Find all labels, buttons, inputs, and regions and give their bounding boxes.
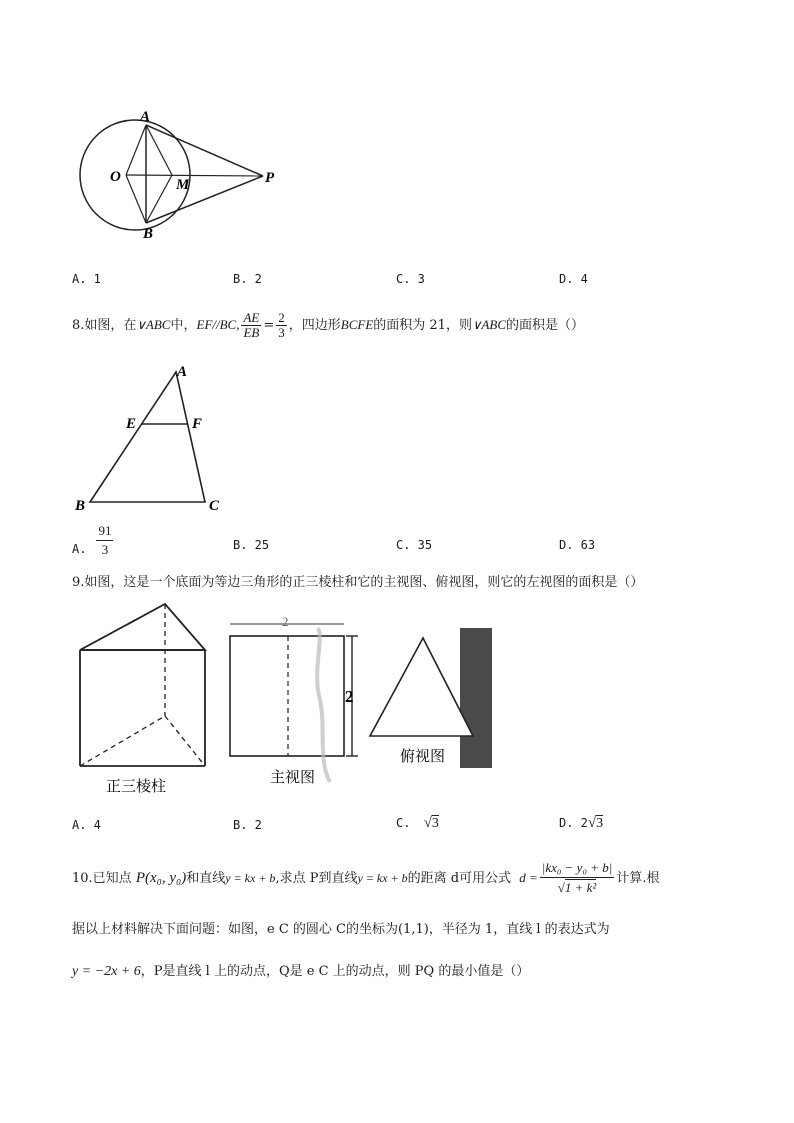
q10-text-distance: 的距离 d可用公式 (407, 871, 512, 886)
q7-option-c[interactable]: C. 3 (396, 272, 425, 286)
q10-text-compute: 计算.根 (616, 871, 660, 886)
q10-formula-den-wrap (540, 878, 615, 898)
q8-option-a-fraction (96, 522, 113, 559)
q10-text-find: ,求点 P到直线 (275, 871, 358, 886)
q9-option-d-label: D. 2 (559, 816, 588, 830)
q8-option-d[interactable]: D. 63 (559, 538, 596, 552)
q10-equation-2: y = kx + b (357, 871, 408, 885)
q8-equals: = (263, 318, 275, 333)
tangent-pb (146, 176, 263, 223)
caption-top-view: 俯视图 (400, 747, 446, 765)
q9-option-c[interactable] (396, 815, 439, 832)
segment-bm (146, 175, 172, 223)
q8-stem-after: ，四边形 (288, 318, 341, 333)
q10-line-3-rest: ，P是直线 l 上的动点，Q是 e C 上的动点，则 PQ 的最小值是（） (140, 964, 530, 979)
q10-formula-den: 1 + k² (564, 880, 597, 895)
q10-line-2: 据以上材料解决下面问题：如图，e C 的圆心 C的坐标为(1,1)，半径为 1，直线 l 的表达式为 (72, 922, 610, 937)
q7-option-a[interactable]: A. 1 (72, 272, 101, 286)
prism-hidden-bottom-left (80, 716, 165, 766)
q7-option-b[interactable]: B. 2 (233, 272, 262, 286)
triangle-abc (90, 372, 205, 502)
scan-shadow (460, 628, 492, 768)
label-p: P (265, 170, 275, 186)
q10-point: P(x₀, y₀) (135, 870, 187, 886)
q8-value-fraction (276, 311, 287, 340)
q8-parallel: EF//BC, (196, 317, 240, 332)
segment-am (146, 125, 172, 175)
q9-prism-figure (70, 598, 220, 798)
q9-stem: 9.如图，这是一个底面为等边三角形的正三棱柱和它的主视图、俯视图，则它的左视图的面积是（） (72, 575, 644, 590)
q8-quadrilateral: BCFE (340, 317, 374, 332)
q8-option-a-den: 3 (101, 542, 109, 557)
sqrt-icon: √ (587, 815, 597, 831)
q8-ratio-num: AE (243, 310, 260, 325)
q8-triangle-figure (70, 362, 240, 517)
q10-text-line: 和直线 (186, 871, 226, 886)
q9-top-view-figure (365, 628, 500, 773)
q8-stem-area: 的面积为 21，则 (373, 318, 472, 333)
label-a: A (140, 109, 151, 125)
label-b: B (143, 226, 154, 242)
q8-value-num: 2 (278, 310, 285, 325)
prism-hidden-bottom-right (165, 716, 205, 766)
q10-intro: 10.已知点 (72, 871, 132, 886)
segment-ob (126, 175, 146, 223)
segment-oa (126, 125, 146, 175)
q9-option-c-radicand: 3 (431, 816, 439, 831)
label-e: E (126, 416, 137, 432)
scan-smudge (317, 628, 330, 782)
q10-formula-lhs: d = (519, 870, 538, 885)
q10-formula-fraction (540, 859, 615, 898)
q8-option-a-label: A. (72, 541, 87, 556)
top-view-triangle (370, 638, 473, 736)
caption-prism: 正三棱柱 (106, 777, 167, 795)
q8-triangle-2: ∨ABC (471, 317, 507, 332)
tangent-pa (146, 125, 263, 176)
q8-triangle: ∨ABC (136, 317, 171, 332)
label-m: M (176, 177, 190, 193)
height-dimension-label: 2 (345, 687, 354, 706)
q8-stem-prefix: 8.如图，在 (72, 318, 137, 333)
q9-option-a[interactable]: A. 4 (72, 818, 101, 832)
q10-line-3 (72, 960, 529, 980)
q10-line-1 (72, 858, 659, 899)
q10-equation-1: y = kx + b (225, 871, 276, 885)
q8-ratio-den: EB (243, 325, 260, 340)
q9-option-d[interactable] (559, 815, 603, 832)
q7-option-d[interactable]: D. 4 (559, 272, 588, 286)
q10-formula-num: |kx₀ − y₀ + b| (540, 859, 615, 878)
label-f: F (192, 416, 203, 432)
q8-option-a[interactable] (72, 522, 115, 559)
sqrt-icon: √ (423, 815, 432, 831)
q9-option-b[interactable]: B. 2 (233, 818, 262, 832)
q8-stem-end: 的面积是（） (506, 318, 585, 333)
q8-option-a-num: 91 (96, 522, 113, 541)
q8-option-b[interactable]: B. 25 (233, 538, 270, 552)
q7-circle-tangent-figure (60, 105, 290, 245)
prism-top-face (80, 604, 205, 650)
q9-option-c-label: C. (396, 816, 411, 830)
q10-line-equation: y = −2x + 6 (72, 964, 141, 979)
label-o: O (110, 169, 121, 185)
q8-value-den: 3 (278, 325, 285, 340)
label-a: A (177, 364, 188, 380)
caption-front-view: 主视图 (270, 768, 316, 786)
sqrt-icon: √ (557, 880, 565, 895)
width-dimension-label: 2 (282, 614, 289, 629)
q8-ratio-fraction (241, 311, 261, 340)
label-b: B (75, 498, 86, 514)
q8-stem-mid: 中， (170, 318, 197, 333)
label-c: C (209, 498, 220, 514)
q9-option-d-radicand: 3 (596, 816, 604, 831)
q8-option-c[interactable]: C. 35 (396, 538, 433, 552)
front-view-rect (230, 636, 344, 756)
q8-stem (72, 308, 584, 343)
q9-front-view-figure (222, 610, 372, 790)
